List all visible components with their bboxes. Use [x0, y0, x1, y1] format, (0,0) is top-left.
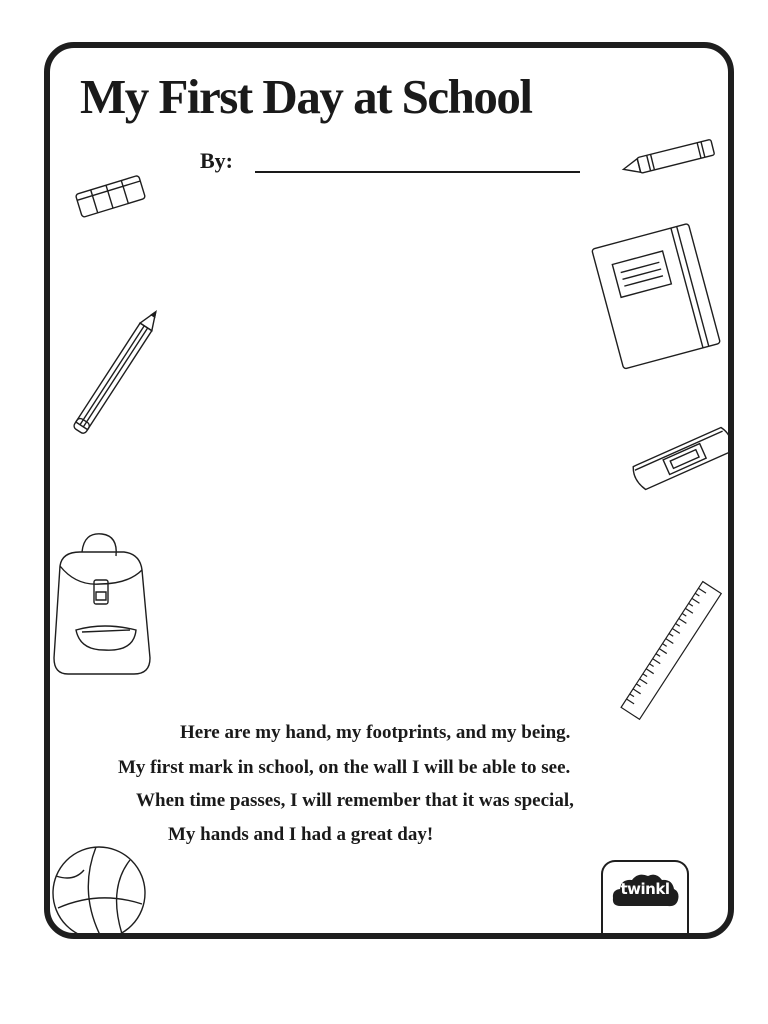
backpack-icon — [46, 526, 158, 680]
pencil-icon — [66, 298, 166, 448]
poem-line-3: When time passes, I will remember that it was special, — [136, 790, 574, 811]
crayon-icon — [618, 136, 720, 180]
twinkl-logo — [601, 860, 689, 939]
poem-line-4: My hands and I had a great day! — [168, 824, 434, 845]
poem-line-2: My first mark in school, on the wall I will be able to see. — [118, 757, 571, 778]
eraser-icon — [74, 168, 150, 228]
poem-line-1: Here are my hand, my footprints, and my being. — [180, 722, 571, 743]
logo-text: twinkl — [620, 880, 670, 898]
worksheet-frame — [44, 42, 734, 939]
ball-icon — [44, 838, 154, 939]
notebook-icon — [590, 220, 724, 372]
name-write-line — [255, 171, 580, 173]
by-label: By: — [200, 148, 233, 173]
page-title: My First Day at School — [80, 69, 532, 124]
ruler-icon — [614, 572, 730, 730]
pencil-case-icon — [622, 406, 734, 510]
